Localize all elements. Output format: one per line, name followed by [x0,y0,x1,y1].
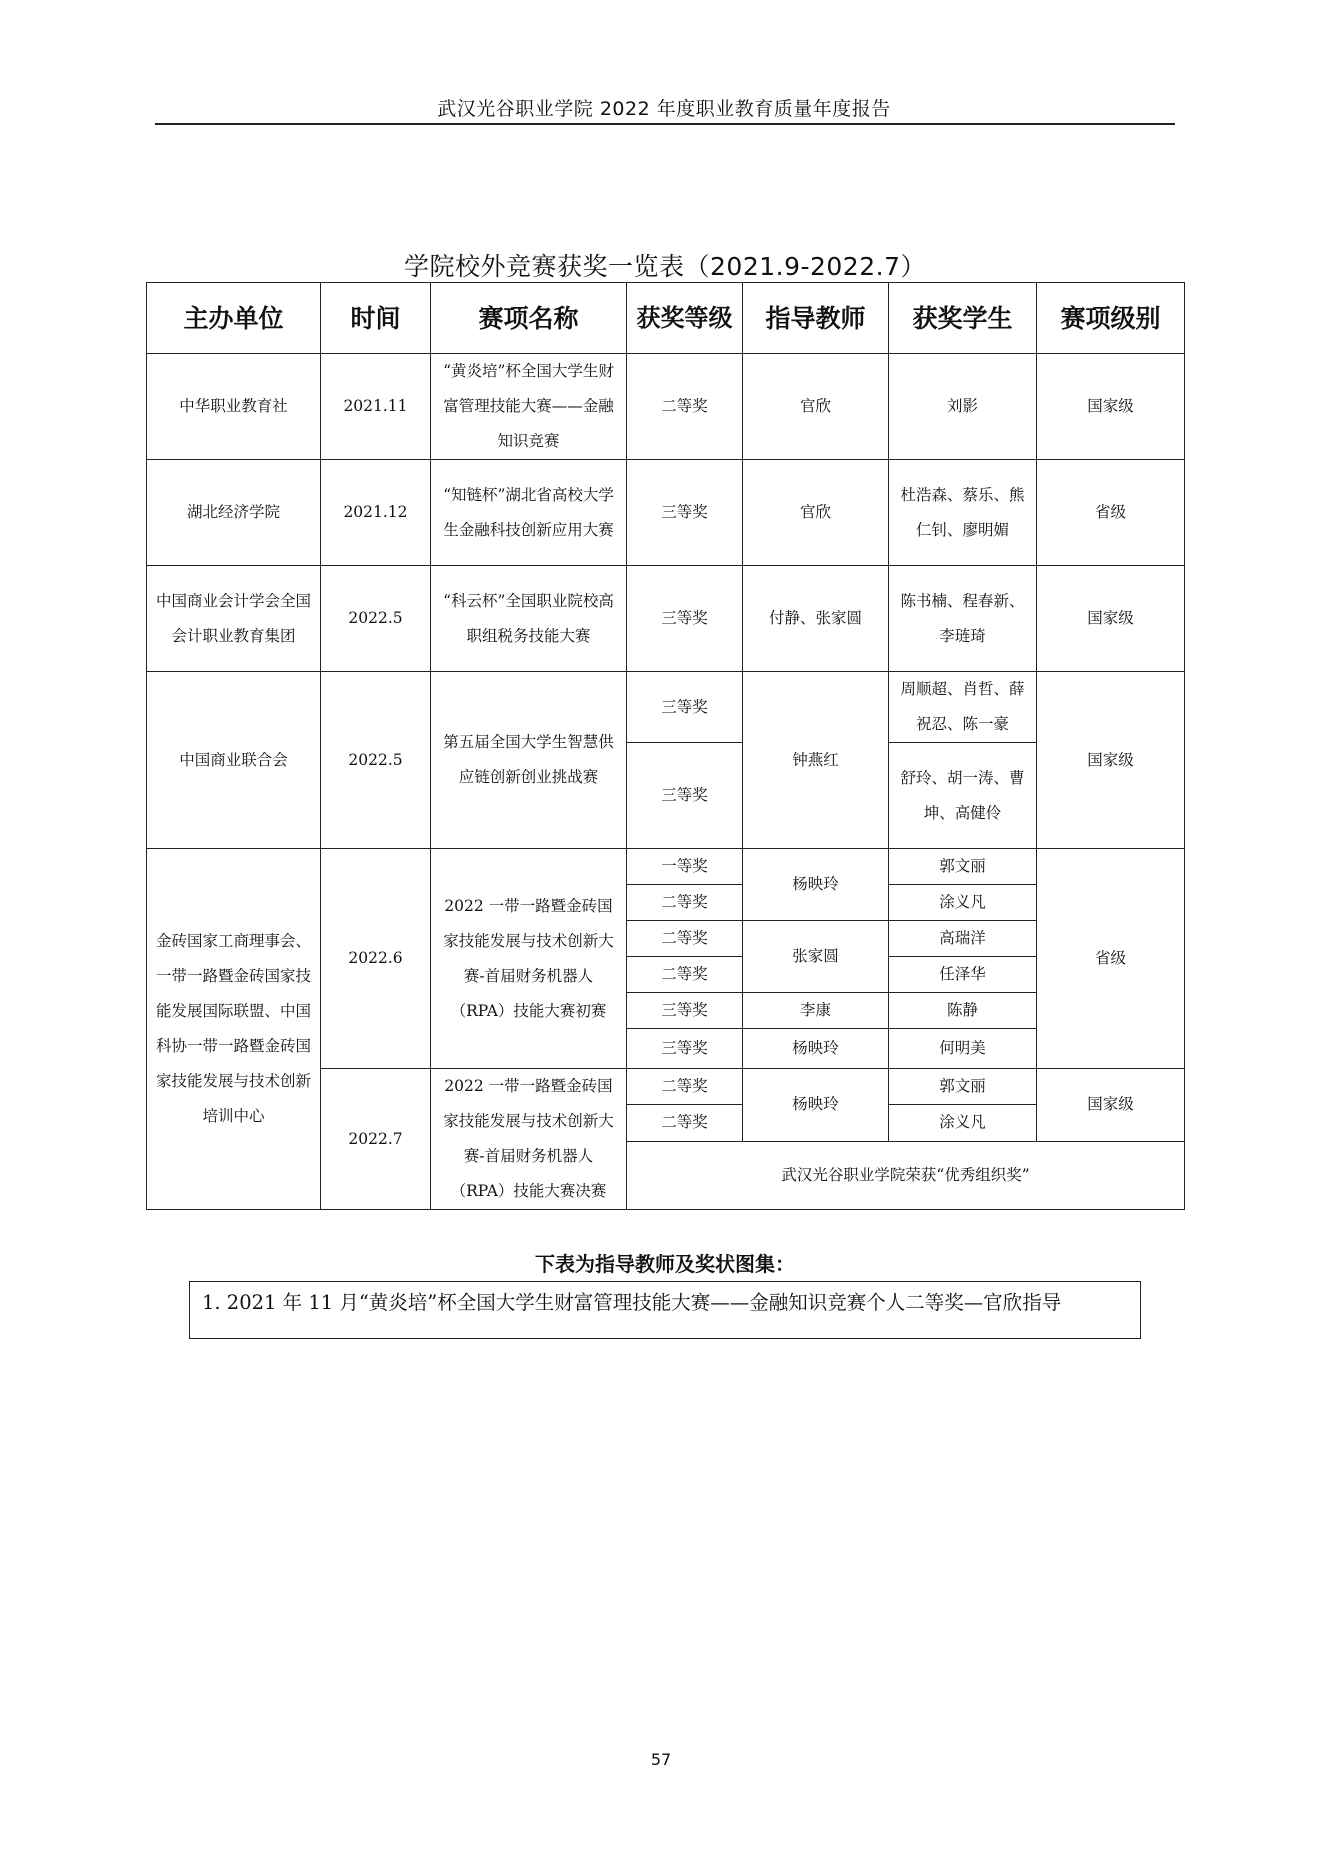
student-cell: 涂义凡 [889,885,1037,921]
teacher-cell: 官欣 [743,354,889,460]
col-header-organizer: 主办单位 [147,283,321,354]
teacher-cell: 付静、张家圆 [743,566,889,672]
student-cell: 陈静 [889,993,1037,1029]
table-header-row [147,283,1185,354]
grade-cell: 三等奖 [627,460,743,566]
teacher-cell: 张家圆 [743,921,889,993]
header-rule [155,123,1175,125]
student-cell: 郭文丽 [889,849,1037,885]
page-header: 武汉光谷职业学院 2022 年度职业教育质量年度报告 [437,98,891,120]
event-cell: “黄炎培”杯全国大学生财富管理技能大赛——金融知识竞赛 [431,354,627,460]
student-cell: 刘影 [889,354,1037,460]
awards-table [146,282,1185,1210]
time-cell: 2022.5 [321,672,431,849]
col-header-time: 时间 [321,283,431,354]
student-cell: 陈书楠、程春新、李琏琦 [889,566,1037,672]
grade-cell: 二等奖 [627,354,743,460]
table-row [147,354,1185,460]
grade-cell: 二等奖 [627,921,743,957]
col-header-event: 赛项名称 [431,283,627,354]
teacher-cell: 李康 [743,993,889,1029]
level-cell: 国家级 [1037,566,1185,672]
student-cell: 杜浩森、蔡乐、熊仁钊、廖明媚 [889,460,1037,566]
student-cell: 高瑞洋 [889,921,1037,957]
table-row [147,460,1185,566]
grade-cell: 三等奖 [627,1029,743,1069]
level-cell: 国家级 [1037,354,1185,460]
organizer-cell: 中华职业教育社 [147,354,321,460]
student-cell: 郭文丽 [889,1069,1037,1105]
event-cell: 第五届全国大学生智慧供应链创新创业挑战赛 [431,672,627,849]
grade-cell: 三等奖 [627,993,743,1029]
grade-cell: 三等奖 [627,566,743,672]
teacher-cell: 杨映玲 [743,849,889,921]
organizer-cell: 湖北经济学院 [147,460,321,566]
level-cell: 国家级 [1037,672,1185,849]
grade-cell: 二等奖 [627,1069,743,1105]
event-cell: 2022 一带一路暨金砖国家技能发展与技术创新大赛-首届财务机器人（RPA）技能大赛决赛 [431,1069,627,1210]
page-number: 57 [650,1750,672,1769]
organizer-cell: 金砖国家工商理事会、一带一路暨金砖国家技能发展国际联盟、中国科协一带一路暨金砖国家技能发展与技术创新培训中心 [147,849,321,1210]
event-cell: 2022 一带一路暨金砖国家技能发展与技术创新大赛-首届财务机器人（RPA）技能大赛初赛 [431,849,627,1069]
time-cell: 2021.11 [321,354,431,460]
col-header-level: 赛项级别 [1037,283,1185,354]
table-row [147,566,1185,672]
organizer-cell: 中国商业会计学会全国会计职业教育集团 [147,566,321,672]
event-cell: “知链杯”湖北省高校大学生金融科技创新应用大赛 [431,460,627,566]
teacher-cell: 杨映玲 [743,1069,889,1142]
student-cell: 何明美 [889,1029,1037,1069]
time-cell: 2022.5 [321,566,431,672]
col-header-student: 获奖学生 [889,283,1037,354]
student-cell: 涂义凡 [889,1105,1037,1141]
level-cell: 国家级 [1037,1069,1185,1142]
event-cell: “科云杯”全国职业院校高职组税务技能大赛 [431,566,627,672]
table-row [147,849,1185,885]
student-cell: 周顺超、肖哲、薛祝忍、陈一豪 [889,672,1037,743]
organizer-cell: 中国商业联合会 [147,672,321,849]
level-cell: 省级 [1037,849,1185,1069]
grade-cell: 三等奖 [627,743,743,849]
time-cell: 2022.6 [321,849,431,1069]
grade-cell: 二等奖 [627,885,743,921]
grade-cell: 二等奖 [627,957,743,993]
level-cell: 省级 [1037,460,1185,566]
table-title: 学院校外竞赛获奖一览表（2021.9-2022.7） [404,252,926,281]
grade-cell: 二等奖 [627,1105,743,1141]
table-row [147,672,1185,743]
teacher-cell: 杨映玲 [743,1029,889,1069]
gallery-heading: 下表为指导教师及奖状图集： [535,1252,795,1276]
grade-cell: 三等奖 [627,672,743,743]
teacher-cell: 钟燕红 [743,672,889,849]
teacher-cell: 官欣 [743,460,889,566]
time-cell: 2021.12 [321,460,431,566]
student-cell: 舒玲、胡一涛、曹坤、高健伶 [889,743,1037,849]
grade-cell: 一等奖 [627,849,743,885]
student-cell: 任泽华 [889,957,1037,993]
time-cell: 2022.7 [321,1069,431,1210]
honor-cell: 武汉光谷职业学院荣获“优秀组织奖” [627,1141,1185,1210]
col-header-grade: 获奖等级 [627,283,743,354]
certificate-caption: 1. 2021 年 11 月“黄炎培”杯全国大学生财富管理技能大赛——金融知识竞赛个人二等奖—官欣指导 [189,1281,1141,1339]
col-header-teacher: 指导教师 [743,283,889,354]
